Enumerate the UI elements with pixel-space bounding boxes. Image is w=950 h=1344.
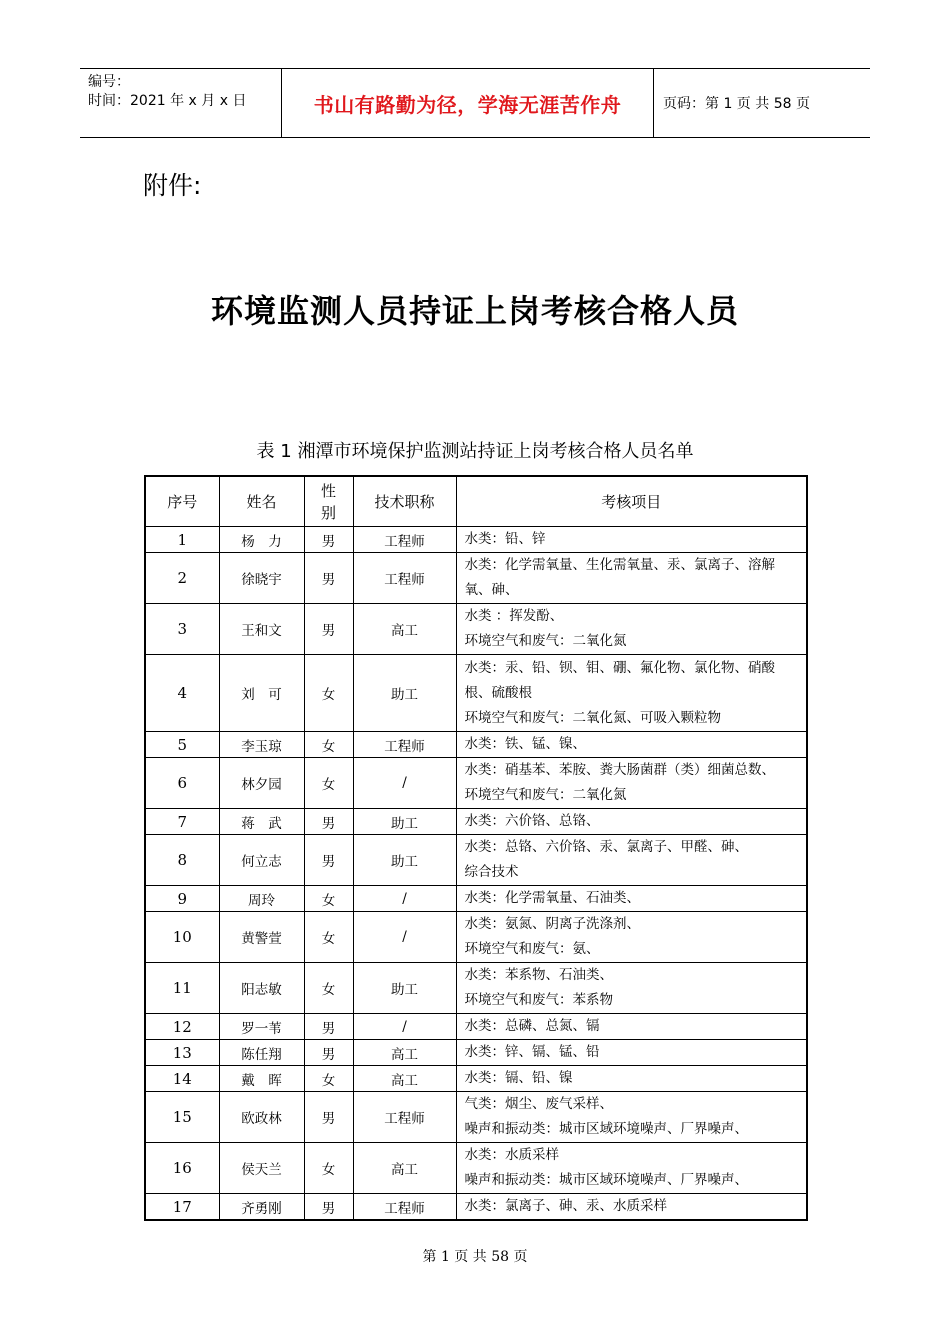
exam-item-line: 环境空气和废气：氨、 (464, 941, 600, 957)
row-exam-items (456, 1014, 807, 1040)
row-title: / (353, 912, 456, 963)
row-no: 14 (145, 1066, 219, 1092)
row-title: 助工 (353, 809, 456, 835)
table-body (145, 527, 807, 1221)
column-header-gender-text: 性别 (320, 481, 336, 522)
row-name: 林夕园 (219, 758, 304, 809)
exam-item-line: 水类：总铬、六价铬、汞、氯离子、甲醛、砷、 (464, 839, 748, 855)
table-row (145, 527, 807, 553)
table-row (145, 758, 807, 809)
row-title: 工程师 (353, 732, 456, 758)
row-exam-items (456, 655, 807, 732)
row-gender: 男 (304, 1092, 353, 1143)
row-name: 周玲 (219, 886, 304, 912)
header-meta (80, 69, 282, 137)
table-row (145, 809, 807, 835)
row-gender: 女 (304, 1066, 353, 1092)
row-name: 阳志敏 (219, 963, 304, 1014)
row-title: / (353, 1014, 456, 1040)
row-name: 戴 晖 (219, 1066, 304, 1092)
table-row (145, 1143, 807, 1194)
row-name: 蒋 武 (219, 809, 304, 835)
table-header-row (145, 476, 807, 527)
table-row (145, 912, 807, 963)
row-exam-items (456, 809, 807, 835)
exam-item-line: 综合技术 (464, 864, 519, 880)
document-date: 时间：2021 年 x 月 x 日 (88, 93, 247, 109)
exam-item-line: 噪声和振动类：城市区域环境噪声、厂界噪声、 (464, 1121, 748, 1137)
table-row (145, 963, 807, 1014)
row-title: / (353, 758, 456, 809)
row-name: 陈任翔 (219, 1040, 304, 1066)
row-title: 工程师 (353, 553, 456, 604)
table-row (145, 655, 807, 732)
table-row (145, 886, 807, 912)
row-gender: 男 (304, 604, 353, 655)
row-exam-items (456, 886, 807, 912)
exam-item-line: 噪声和振动类：城市区域环境噪声、厂界噪声、 (464, 1172, 748, 1188)
exam-item-line: 水类 ：挥发酚、 (464, 608, 564, 624)
table-row (145, 604, 807, 655)
row-no: 4 (145, 655, 219, 732)
exam-item-line: 环境空气和废气：二氧化氮 (464, 633, 627, 649)
row-title: 高工 (353, 1066, 456, 1092)
row-no: 6 (145, 758, 219, 809)
row-name: 杨 力 (219, 527, 304, 553)
attachment-label: 附件: (143, 171, 202, 200)
row-exam-items (456, 732, 807, 758)
row-name: 侯天兰 (219, 1143, 304, 1194)
exam-item-line: 水类：化学需氧量、生化需氧量、汞、氯离子、溶解氧、砷、 (464, 557, 775, 598)
row-name: 黄警萱 (219, 912, 304, 963)
row-exam-items (456, 912, 807, 963)
row-no: 17 (145, 1194, 219, 1221)
row-exam-items (456, 527, 807, 553)
row-gender: 男 (304, 1194, 353, 1221)
row-exam-items (456, 1194, 807, 1221)
exam-item-line: 水类：总磷、总氮、镉 (464, 1018, 600, 1034)
row-exam-items (456, 1066, 807, 1092)
exam-item-line: 环境空气和废气：二氧化氮、可吸入颗粒物 (464, 709, 721, 726)
row-gender: 男 (304, 1014, 353, 1040)
row-title: 助工 (353, 655, 456, 732)
table-caption: 表 1 湘潭市环境保护监测站持证上岗考核合格人员名单 (256, 441, 694, 462)
row-gender: 男 (304, 809, 353, 835)
row-exam-items (456, 1143, 807, 1194)
column-header-no: 序号 (145, 476, 219, 527)
row-title: 高工 (353, 1040, 456, 1066)
row-exam-items (456, 1092, 807, 1143)
table-row (145, 835, 807, 886)
row-name: 李玉琼 (219, 732, 304, 758)
row-gender: 女 (304, 963, 353, 1014)
exam-item-line: 水类：铅、锌 (464, 531, 546, 547)
row-name: 刘 可 (219, 655, 304, 732)
row-exam-items (456, 963, 807, 1014)
page-header (80, 68, 870, 138)
row-no: 16 (145, 1143, 219, 1194)
row-no: 12 (145, 1014, 219, 1040)
row-no: 10 (145, 912, 219, 963)
table-row (145, 1014, 807, 1040)
table-row (145, 1194, 807, 1221)
exam-item-line: 水类：镉、铅、镍 (464, 1070, 573, 1086)
table-row (145, 1066, 807, 1092)
column-header-title: 技术职称 (353, 476, 456, 527)
row-no: 9 (145, 886, 219, 912)
exam-item-line: 水类：氨氮、阴离子洗涤剂、 (464, 916, 640, 932)
exam-item-line: 水类：锌、镉、锰、铅 (464, 1044, 600, 1060)
row-title: 助工 (353, 835, 456, 886)
row-title: 助工 (353, 963, 456, 1014)
document-number-label: 编号： (88, 74, 130, 90)
row-no: 2 (145, 553, 219, 604)
column-header-name: 姓名 (219, 476, 304, 527)
row-exam-items (456, 758, 807, 809)
row-exam-items (456, 604, 807, 655)
row-title: / (353, 886, 456, 912)
row-gender: 女 (304, 1143, 353, 1194)
row-no: 11 (145, 963, 219, 1014)
row-name: 欧政林 (219, 1092, 304, 1143)
row-no: 3 (145, 604, 219, 655)
table-row (145, 1040, 807, 1066)
row-no: 7 (145, 809, 219, 835)
page-footer: 第 1 页 共 58 页 (422, 1249, 528, 1265)
exam-item-line: 水类：铁、锰、镍、 (464, 736, 586, 752)
row-no: 1 (145, 527, 219, 553)
row-name: 罗一苇 (219, 1014, 304, 1040)
row-exam-items (456, 835, 807, 886)
exam-item-line: 环境空气和废气：二氧化氮 (464, 787, 627, 803)
row-exam-items (456, 553, 807, 604)
row-title: 工程师 (353, 1092, 456, 1143)
table-row (145, 1092, 807, 1143)
exam-item-line: 水类：苯系物、石油类、 (464, 967, 613, 983)
row-title: 高工 (353, 1143, 456, 1194)
exam-item-line: 水类：氯离子、砷、汞、水质采样 (464, 1198, 667, 1214)
row-gender: 男 (304, 527, 353, 553)
column-header-items: 考核项目 (456, 476, 807, 527)
row-gender: 女 (304, 758, 353, 809)
row-name: 齐勇刚 (219, 1194, 304, 1221)
column-header-gender (304, 476, 353, 527)
row-exam-items (456, 1040, 807, 1066)
row-no: 5 (145, 732, 219, 758)
row-title: 工程师 (353, 1194, 456, 1221)
header-page-info: 页码：第 1 页 共 58 页 (663, 96, 810, 112)
exam-item-line: 水类：化学需氧量、石油类、 (464, 890, 640, 906)
exam-item-line: 水类：汞、铅、钡、钼、硼、氟化物、氯化物、硝酸根、硫酸根 (464, 659, 775, 701)
row-no: 15 (145, 1092, 219, 1143)
exam-item-line: 水类：硝基苯、苯胺、粪大肠菌群（类）细菌总数、 (464, 762, 775, 778)
row-gender: 女 (304, 732, 353, 758)
row-gender: 女 (304, 912, 353, 963)
row-gender: 男 (304, 835, 353, 886)
exam-item-line: 水类：六价铬、总铬、 (464, 813, 600, 829)
row-no: 8 (145, 835, 219, 886)
table-row (145, 553, 807, 604)
exam-item-line: 环境空气和废气：苯系物 (464, 992, 613, 1008)
table-row (145, 732, 807, 758)
row-gender: 男 (304, 553, 353, 604)
row-name: 王和文 (219, 604, 304, 655)
row-gender: 女 (304, 655, 353, 732)
exam-item-line: 气类：烟尘、废气采样、 (464, 1096, 613, 1112)
row-no: 13 (145, 1040, 219, 1066)
header-motto: 书山有路勤为径，学海无涯苦作舟 (282, 69, 654, 137)
personnel-table (144, 475, 808, 1221)
row-title: 工程师 (353, 527, 456, 553)
row-gender: 男 (304, 1040, 353, 1066)
row-gender: 女 (304, 886, 353, 912)
row-name: 何立志 (219, 835, 304, 886)
document-title: 环境监测人员持证上岗考核合格人员 (210, 292, 739, 330)
row-name: 徐晓宇 (219, 553, 304, 604)
row-title: 高工 (353, 604, 456, 655)
exam-item-line: 水类：水质采样 (464, 1147, 559, 1163)
